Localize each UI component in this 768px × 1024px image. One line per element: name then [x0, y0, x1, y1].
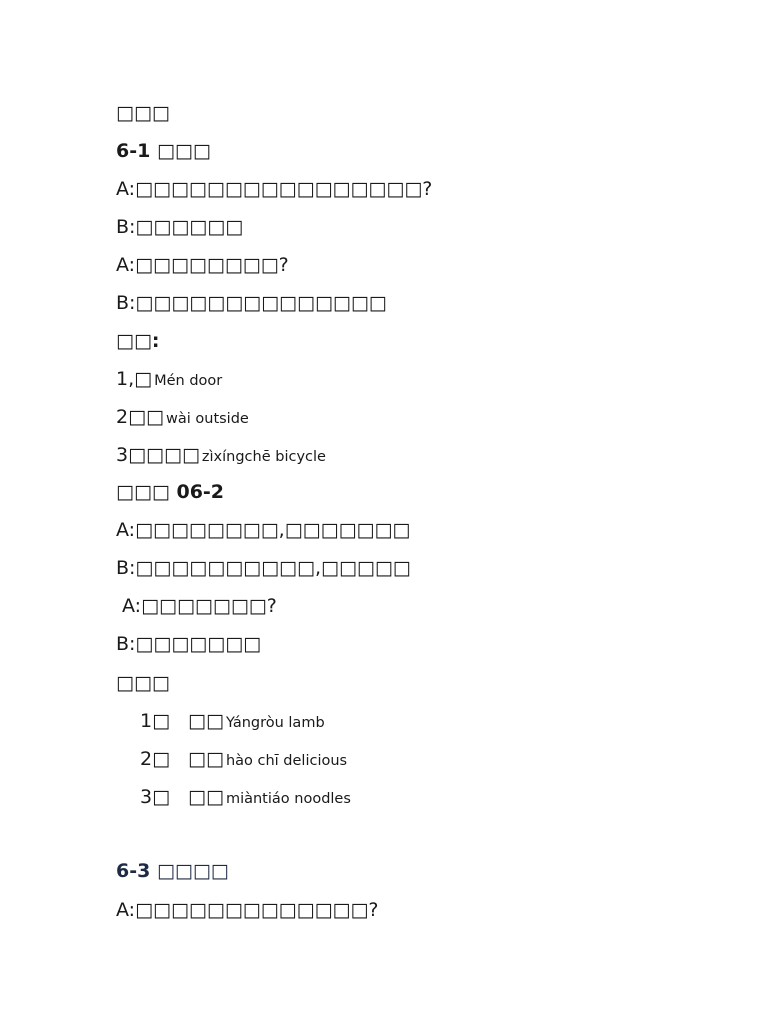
dialogue-line: B:□□□□□□□ [116, 633, 262, 655]
dialogue-title-6-3: 6-3 □□□□ [116, 860, 229, 882]
dialogue-line: A:□□□□□□□□□□□□□? [116, 899, 379, 921]
vocabulary-item: 3□□□□ zìxíngchē bicycle [116, 444, 326, 466]
vocabulary-item: 2□ □□ hào chī delicious [140, 748, 348, 770]
dialogue-line: B:□□□□□□□□□□,□□□□□ [116, 557, 411, 579]
dialogue-line: B:□□□□□□□□□□□□□□ [116, 292, 387, 314]
dialogue-line: A:□□□□□□□□? [116, 254, 289, 276]
dialogue-line: B:□□□□□□ [116, 216, 244, 238]
vocabulary-item: 3□ □□ miàntiáo noodles [140, 786, 351, 808]
vocabulary-item: 2□□ wài outside [116, 406, 249, 428]
dialogue-line: A:□□□□□□□□,□□□□□□□ [116, 519, 411, 541]
section-heading: □□□ [116, 102, 170, 124]
dialogue-title-6-1: 6-1 □□□ [116, 140, 211, 162]
dialogue-title-06-2: □□□ 06-2 [116, 481, 225, 503]
dialogue-line: A:□□□□□□□□□□□□□□□□? [116, 178, 433, 200]
vocabulary-heading: □□: [116, 330, 160, 352]
vocabulary-item: 1□ □□ Yángròu lamb [140, 710, 325, 732]
vocabulary-item: 1,□ Mén door [116, 368, 223, 390]
vocabulary-heading: □□□ [116, 672, 170, 694]
dialogue-line: A:□□□□□□□? [122, 595, 277, 617]
